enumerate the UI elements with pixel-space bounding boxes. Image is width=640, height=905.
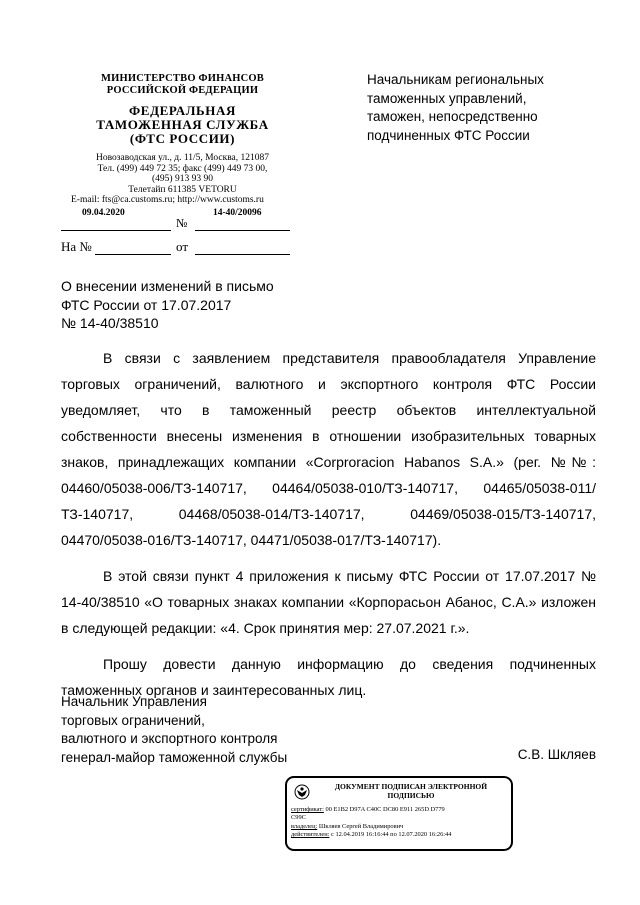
addressee-block bbox=[367, 71, 607, 145]
service-line-3: (ФТС РОССИИ) bbox=[129, 131, 236, 146]
owner-label: владелец: bbox=[291, 822, 318, 830]
validity-label: действителен: bbox=[291, 831, 330, 839]
stamp-validity-row bbox=[291, 831, 509, 839]
service-name bbox=[40, 104, 325, 146]
signatory-line-3: валютного и экспортного контроля bbox=[61, 731, 278, 746]
stamp-details bbox=[291, 806, 509, 840]
electronic-signature-stamp bbox=[285, 776, 513, 851]
address-line-2: Тел. (499) 449 72 35; факс (499) 449 73 00, bbox=[97, 163, 268, 174]
date-underline bbox=[61, 230, 171, 231]
reply-from-label: от bbox=[176, 239, 189, 254]
eagle-emblem-icon bbox=[294, 784, 310, 800]
owner-value: Шкляев Сергей Владимирович bbox=[318, 822, 404, 830]
subject-line-3: № 14-40/38510 bbox=[61, 315, 159, 331]
ministry-line-2: РОССИЙСКОЙ ФЕДЕРАЦИИ bbox=[106, 85, 259, 96]
registration-number-sign: № bbox=[176, 216, 188, 230]
contact-address bbox=[40, 153, 325, 195]
signatory-title bbox=[61, 693, 287, 767]
letter-subject bbox=[61, 277, 311, 333]
addressee-line-3: таможен, непосредственно bbox=[367, 109, 538, 124]
signatory-line-2: торговых ограничений, bbox=[61, 712, 205, 728]
email-line: E-mail: fts@ca.customs.ru; http://www.customs.ru bbox=[71, 195, 264, 205]
stamp-title-line-1: ДОКУМЕНТ ПОДПИСАН ЭЛЕКТРОННОЙ bbox=[334, 782, 488, 791]
validity-value: с 12.04.2019 16:16:44 по 12.07.2020 16:26:44 bbox=[331, 831, 452, 839]
body-paragraph-1: В связи с заявлением представителя правообладателя Управление торговых ограничений, валютного и экспортного контроля ФТС России уведомляет, что в таможенный реестр объектов интеллектуальной собственности внесены изменения в отношении изобразительных товарных знаков, принадлежащих компании «Corproracion Habanos S.A.» (рег. №№: 04460/05038-006/ТЗ-140717, 04464/05038-010/ТЗ-140717, 04465/05038-011/ТЗ-140717, 04468/05038-014/ТЗ-140717, 04469/05038-015/ТЗ-140717, 04470/05038-016/ТЗ-140717, 04471/05038-017/ТЗ-140717). bbox=[61, 350, 596, 548]
addressee-line-1: Начальникам региональных bbox=[367, 72, 544, 87]
addressee-line-4: подчиненных ФТС России bbox=[367, 127, 530, 143]
stamp-title bbox=[313, 782, 509, 800]
number-underline bbox=[195, 230, 290, 231]
reply-to-number-label: На № bbox=[61, 239, 92, 254]
subject-line-1: О внесении изменений в письмо bbox=[61, 278, 274, 294]
addressee-line-2: таможенных управлений, bbox=[367, 90, 527, 106]
service-line-1: ФЕДЕРАЛЬНАЯ bbox=[129, 103, 236, 118]
body-paragraph-3: Прошу довести данную информацию до сведения подчиненных таможенных органов и заинтересованных лиц. bbox=[61, 656, 596, 698]
registration-date: 09.04.2020 bbox=[82, 208, 125, 218]
subject-line-2: ФТС России от 17.07.2017 bbox=[61, 296, 232, 313]
ministry-name bbox=[40, 73, 325, 97]
ministry-line-1: МИНИСТЕРСТВО ФИНАНСОВ bbox=[101, 73, 264, 84]
certificate-value: 00 E1B2 D97A C40C DC80 E911 265D D779 bbox=[325, 806, 445, 813]
signatory-name: С.В. Шкляев bbox=[517, 747, 596, 762]
reply-number-underline bbox=[95, 254, 171, 255]
registration-number: 14-40/20096 bbox=[213, 208, 262, 218]
reply-date-underline bbox=[195, 254, 290, 255]
body-paragraph-2: В этой связи пункт 4 приложения к письму ФТС России от 17.07.2017 № 14-40/38510 «О товарных знаках компании «Корпорасьон Абанос, С.А.» изложен в следующей редакции: «4. Срок принятия мер: 27.07.2021 г.». bbox=[61, 568, 596, 636]
address-line-3: (495) 913 93 90 bbox=[152, 174, 213, 185]
service-line-2: ТАМОЖЕННАЯ СЛУЖБА bbox=[96, 117, 269, 132]
stamp-certificate-row bbox=[291, 806, 509, 814]
stamp-owner-row bbox=[291, 823, 509, 831]
signatory-line-1: Начальник Управления bbox=[61, 694, 207, 709]
address-line-4: Телетайп 611385 VETORU bbox=[128, 184, 237, 195]
certificate-label: сертификат: bbox=[291, 806, 324, 813]
letter-body bbox=[61, 345, 596, 713]
address-line-1: Новозаводская ул., д. 11/5, Москва, 121087 bbox=[95, 153, 270, 163]
stamp-title-line-2: ПОДПИСЬЮ bbox=[387, 791, 435, 800]
signatory-line-4: генерал-майор таможенной службы bbox=[61, 749, 288, 765]
stamp-certificate-row-2: C99C bbox=[291, 814, 306, 822]
